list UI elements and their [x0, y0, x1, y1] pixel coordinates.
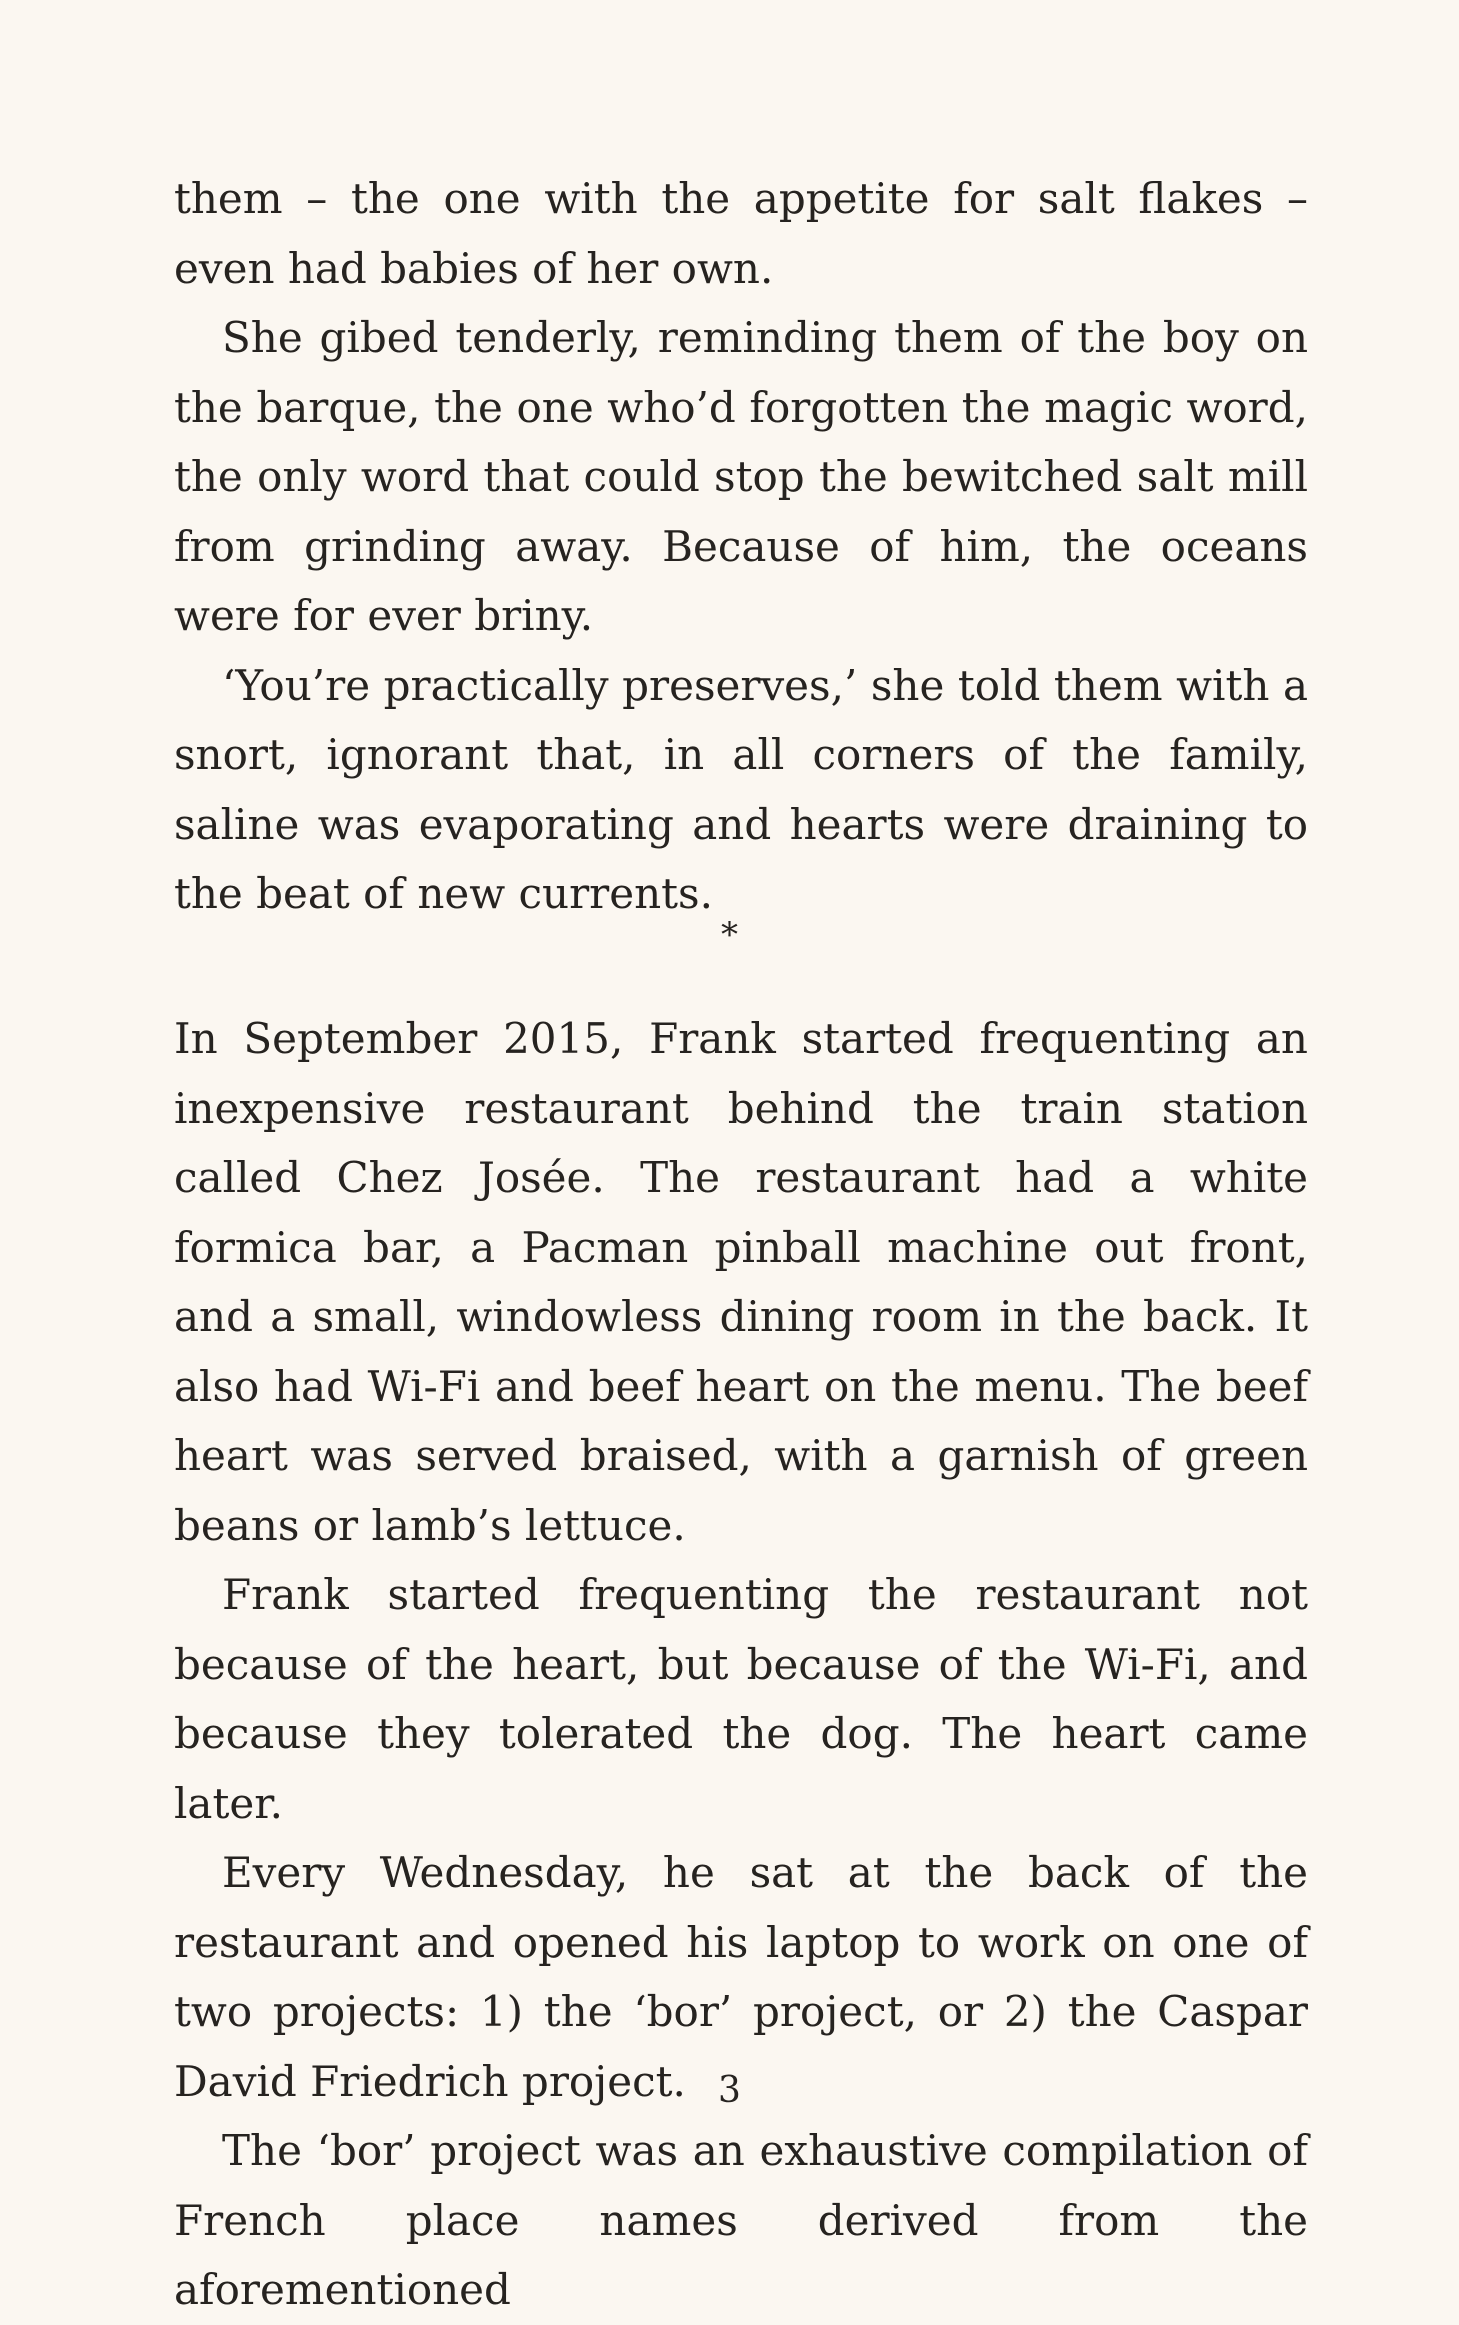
paragraph: them – the one with the appetite for salt flakes – even had babies of her own. [174, 174, 1308, 293]
paragraph: The ‘bor’ project was an exhaustive compilation of French place names derived from the aforementioned [174, 2126, 1308, 2314]
paragraph: Frank started frequenting the restaurant not because of the heart, but because of the Wi-Fi, and because they tolerated the dog. The heart came later. [174, 1570, 1308, 1828]
section-separator: * [721, 915, 738, 955]
page-number: 3 [718, 2070, 741, 2111]
text-section-two [174, 1004, 1308, 2325]
text-section-one [174, 164, 1308, 929]
paragraph: In September 2015, Frank started frequenting an inexpensive restaurant behind the train station called Chez Josée. The restaurant had a white formica bar, a Pacman pinball machine out front, and a small, windowless dining room in the back. It also had Wi-Fi and beef heart on the menu. The beef heart was served braised, with a garnish of green beans or lamb’s lettuce. [174, 1014, 1308, 1550]
paragraph: ‘You’re practically preserves,’ she told them with a snort, ignorant that, in all corners of the family, saline was evaporating and hearts were draining to the beat of new currents. [174, 660, 1308, 918]
paragraph: Every Wednesday, he sat at the back of the restaurant and opened his laptop to work on one of two projects: 1) the ‘bor’ project, or 2) the Caspar David Friedrich project. [174, 1848, 1308, 2106]
paragraph: She gibed tenderly, reminding them of the boy on the barque, the one who’d forgotten the magic word, the only word that could stop the bewitched salt mill from grinding away. Because of him, the oceans were for ever briny. [174, 313, 1308, 640]
